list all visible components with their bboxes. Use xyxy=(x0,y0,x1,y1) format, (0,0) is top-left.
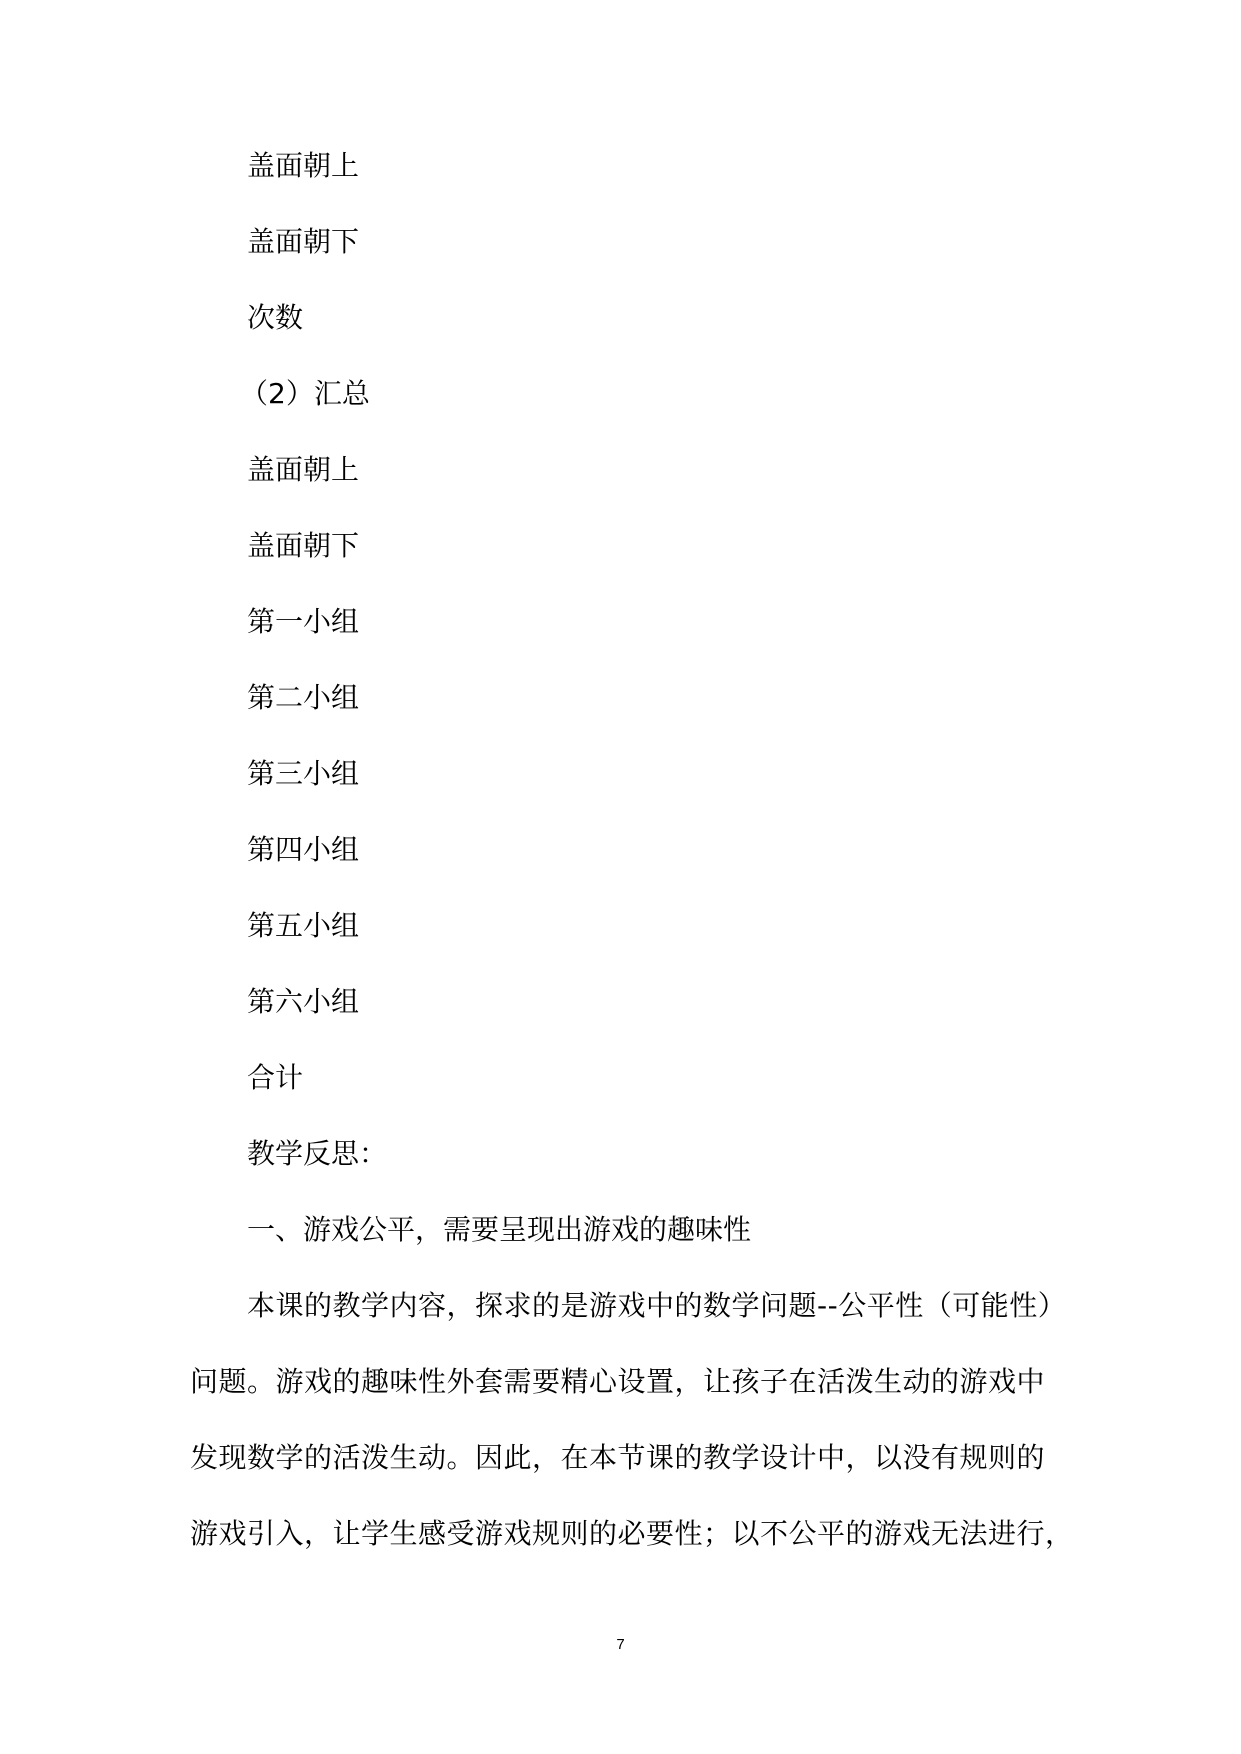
text-line-section-heading: 一、游戏公平，需要呈现出游戏的趣味性 xyxy=(247,1213,752,1246)
text-line-cap-up: 盖面朝上 xyxy=(247,149,360,182)
text-line-cap-down-2: 盖面朝下 xyxy=(247,529,360,562)
page-number: 7 xyxy=(616,1636,625,1653)
paragraph-line-3: 发现数学的活泼生动。因此，在本节课的教学设计中，以没有规则的 xyxy=(190,1441,1046,1474)
text-line-summary-heading: （2）汇总 xyxy=(240,377,370,410)
text-line-group-6: 第六小组 xyxy=(247,985,360,1018)
text-line-cap-up-2: 盖面朝上 xyxy=(247,453,360,486)
text-line-reflection-heading: 教学反思： xyxy=(247,1137,388,1170)
text-line-total: 合计 xyxy=(247,1061,304,1094)
page-content xyxy=(190,149,1074,1593)
text-line-cap-down: 盖面朝下 xyxy=(247,225,360,258)
text-line-group-1: 第一小组 xyxy=(247,605,360,638)
paragraph-line-1: 本课的教学内容，探求的是游戏中的数学问题--公平性（可能性） xyxy=(247,1289,1067,1322)
text-line-group-5: 第五小组 xyxy=(247,909,360,942)
text-line-count: 次数 xyxy=(247,301,304,334)
paragraph-line-4: 游戏引入，让学生感受游戏规则的必要性；以不公平的游戏无法进行， xyxy=(190,1517,1074,1550)
text-line-group-3: 第三小组 xyxy=(247,757,360,790)
text-line-group-4: 第四小组 xyxy=(247,833,360,866)
text-line-group-2: 第二小组 xyxy=(247,681,360,714)
paragraph-line-2: 问题。游戏的趣味性外套需要精心设置，让孩子在活泼生动的游戏中 xyxy=(190,1365,1046,1398)
